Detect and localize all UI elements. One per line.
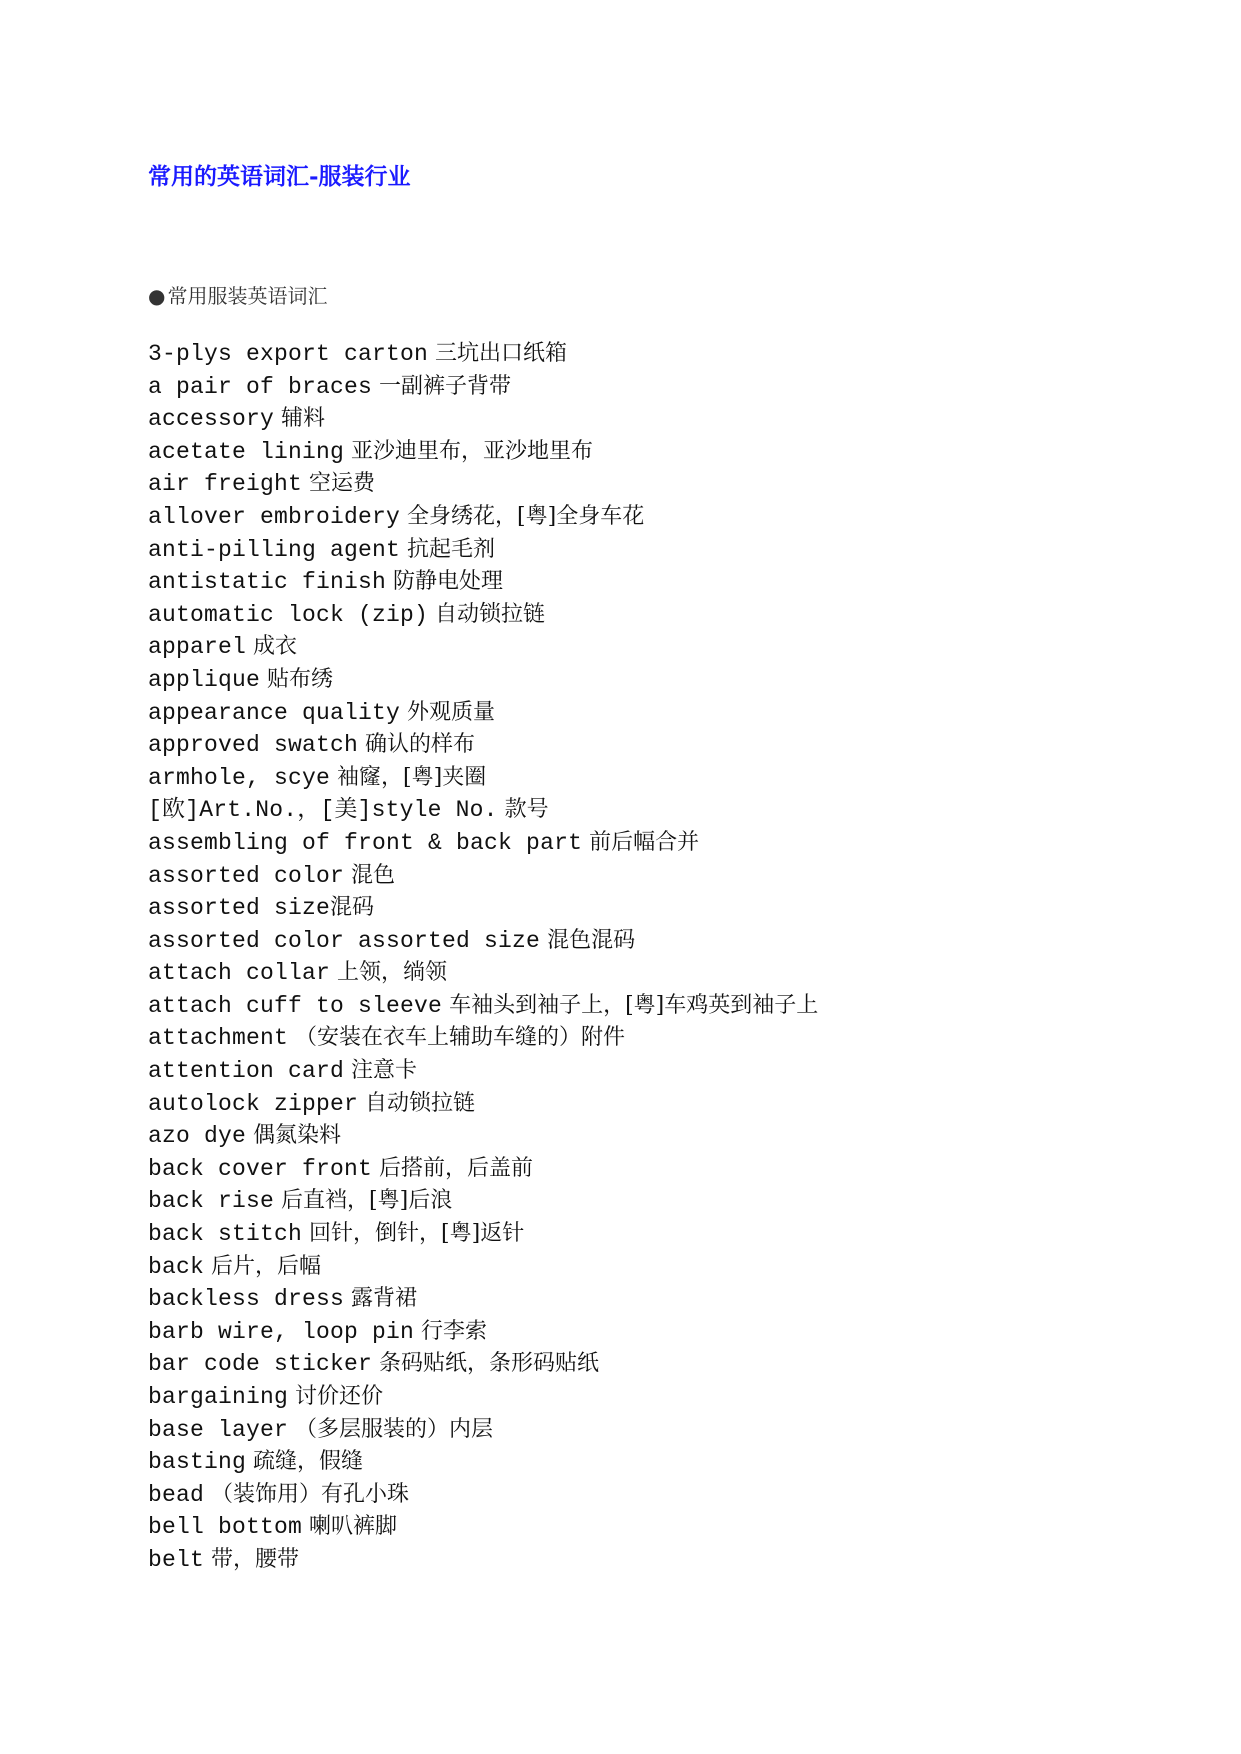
list-item	[148, 664, 818, 697]
list-item	[148, 1218, 818, 1251]
entry-chinese: 疏缝，假缝	[253, 1449, 364, 1475]
list-item	[148, 1251, 818, 1284]
entry-chinese: 上领，绱领	[337, 960, 448, 986]
list-item	[148, 1055, 818, 1088]
entry-english: bead	[148, 1481, 205, 1508]
entry-chinese: （装饰用）有孔小珠	[211, 1481, 410, 1507]
entry-english: azo dye	[148, 1123, 247, 1150]
entry-english: belt	[148, 1546, 205, 1573]
entry-english: basting	[148, 1449, 247, 1476]
entry-chinese: 空运费	[309, 471, 376, 497]
list-item	[148, 762, 818, 795]
entry-chinese: 三坑出口纸箱	[435, 341, 568, 366]
entry-english: assembling of front & back part	[148, 829, 583, 856]
entry-english: back cover front	[148, 1155, 373, 1182]
entry-chinese: （多层服装的）内层	[295, 1416, 494, 1442]
list-item	[148, 827, 818, 860]
list-item	[148, 860, 818, 893]
entry-english: air freight	[148, 471, 303, 498]
list-item	[148, 1511, 818, 1544]
entry-chinese: 自动锁拉链	[365, 1090, 476, 1116]
list-item	[148, 534, 818, 567]
entry-chinese: 自动锁拉链	[435, 601, 546, 627]
list-item	[148, 729, 818, 762]
entry-english: assorted color assorted size	[148, 927, 541, 954]
entry-chinese: 带，腰带	[211, 1546, 300, 1572]
entry-chinese: （安装在衣车上辅助车缝的）附件	[295, 1025, 626, 1051]
entry-chinese: 行李索	[421, 1318, 488, 1344]
entry-chinese: 亚沙迪里布，亚沙地里布	[351, 438, 594, 464]
entry-english: [欧]Art.No.，[美]style No.	[148, 797, 498, 824]
list-item	[148, 1414, 818, 1447]
entry-english: bargaining	[148, 1384, 289, 1410]
list-item	[148, 1316, 818, 1349]
entry-english: a pair of braces	[148, 373, 373, 400]
entry-english: appearance quality	[148, 699, 401, 726]
entry-english: approved swatch	[148, 732, 359, 759]
list-item	[148, 697, 818, 730]
list-item	[148, 1283, 818, 1316]
entry-chinese: 混色	[351, 862, 396, 888]
list-item	[148, 566, 818, 599]
list-item	[148, 1185, 818, 1218]
entry-english: base layer	[148, 1416, 289, 1443]
list-item	[148, 468, 818, 501]
list-item	[148, 1153, 818, 1186]
list-item	[148, 631, 818, 664]
entry-english: applique	[148, 666, 261, 693]
list-item	[148, 371, 818, 404]
entry-chinese: 款号	[504, 797, 549, 823]
list-item	[148, 892, 818, 925]
list-item	[148, 990, 818, 1023]
list-item	[148, 436, 818, 469]
list-item	[148, 957, 818, 990]
entry-chinese: 条码贴纸，条形码贴纸	[379, 1351, 600, 1377]
entry-chinese: 偶氮染料	[253, 1123, 342, 1149]
list-item	[148, 794, 818, 827]
list-item	[148, 1479, 818, 1512]
list-item	[148, 1120, 818, 1153]
entry-chinese: 一副裤子背带	[379, 373, 512, 399]
list-item	[148, 925, 818, 958]
entry-english: backless dress	[148, 1286, 345, 1313]
entry-english: automatic lock (zip)	[148, 601, 429, 628]
entry-chinese: 前后幅合并	[589, 829, 700, 855]
list-item	[148, 403, 818, 436]
list-item	[148, 501, 818, 534]
entry-chinese: 确认的样布	[365, 732, 476, 758]
entry-english: assorted size	[148, 895, 331, 922]
entry-english: barb wire, loop pin	[148, 1318, 415, 1345]
entry-chinese: 贴布绣	[267, 666, 334, 692]
vocabulary-list	[148, 338, 818, 1577]
entry-english: attach cuff to sleeve	[148, 992, 443, 1019]
entry-chinese: 讨价还价	[295, 1384, 384, 1409]
entry-chinese: 喇叭裤脚	[309, 1514, 398, 1540]
entry-english: accessory	[148, 406, 275, 433]
entry-english: autolock zipper	[148, 1090, 359, 1117]
entry-english: bell bottom	[148, 1514, 303, 1541]
entry-english: anti-pilling agent	[148, 536, 401, 563]
entry-chinese: 抗起毛剂	[407, 536, 496, 562]
entry-chinese: 回针，倒针，[粤]返针	[309, 1221, 525, 1247]
entry-english: antistatic finish	[148, 569, 387, 596]
document-title: 常用的英语词汇-服装行业	[148, 163, 411, 190]
list-item	[148, 599, 818, 632]
list-item	[148, 1348, 818, 1381]
entry-chinese: 后直裆，[粤]后浪	[281, 1188, 453, 1214]
list-item	[148, 1088, 818, 1121]
section-heading-text: 常用服装英语词汇	[167, 284, 328, 308]
entry-english: back	[148, 1253, 205, 1280]
entry-chinese: 露背裙	[351, 1286, 418, 1312]
entry-english: 3-plys export carton	[148, 341, 429, 367]
list-item	[148, 1446, 818, 1479]
entry-chinese: 全身绣花，[粤]全身车花	[407, 503, 645, 529]
entry-chinese: 成衣	[253, 634, 298, 660]
entry-english: armhole, scye	[148, 764, 331, 791]
list-item	[148, 1544, 818, 1577]
list-item	[148, 338, 818, 371]
entry-chinese: 后搭前，后盖前	[379, 1155, 534, 1181]
entry-english: assorted color	[148, 862, 345, 889]
entry-chinese: 外观质量	[407, 699, 496, 725]
entry-english: attention card	[148, 1058, 345, 1085]
entry-chinese: 后片，后幅	[211, 1253, 322, 1279]
entry-english: acetate lining	[148, 438, 345, 465]
list-item	[148, 1022, 818, 1055]
entry-chinese: 混码	[330, 895, 375, 921]
section-heading	[148, 280, 327, 309]
entry-chinese: 注意卡	[351, 1058, 418, 1084]
entry-english: attach collar	[148, 960, 331, 987]
entry-english: apparel	[148, 634, 247, 661]
entry-chinese: 防静电处理	[393, 569, 504, 595]
entry-chinese: 车袖头到袖子上，[粤]车鸡英到袖子上	[449, 992, 819, 1018]
list-item	[148, 1381, 818, 1414]
entry-chinese: 混色混码	[547, 927, 636, 953]
entry-english: attachment	[148, 1025, 289, 1052]
entry-english: back rise	[148, 1188, 275, 1215]
entry-chinese: 辅料	[281, 406, 326, 432]
entry-english: bar code sticker	[148, 1351, 373, 1378]
entry-chinese: 袖窿，[粤]夹圈	[337, 764, 487, 790]
entry-english: allover embroidery	[148, 503, 401, 530]
bullet-icon: ●	[148, 284, 166, 308]
entry-english: back stitch	[148, 1221, 303, 1248]
